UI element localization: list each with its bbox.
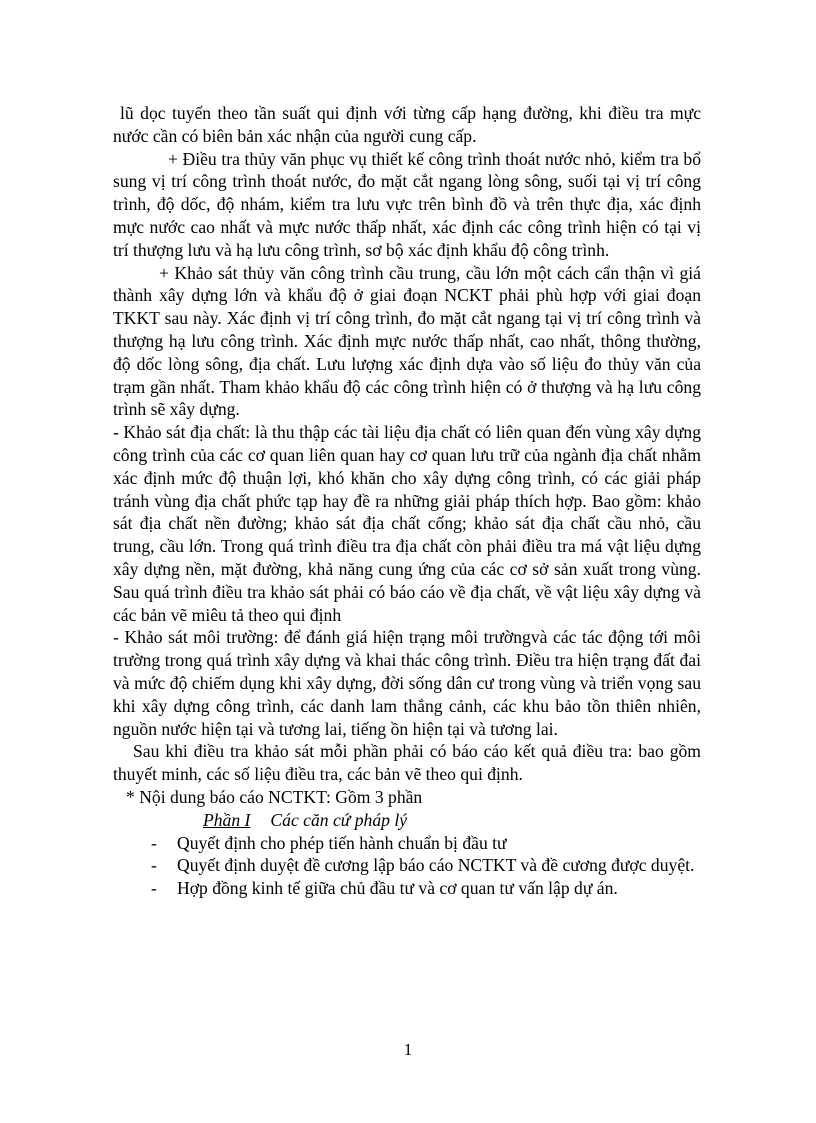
list-item-text: Hợp đồng kinh tế giữa chủ đầu tư và cơ quan tư vấn lập dự án.	[177, 878, 618, 899]
paragraph-hydrology-bridges: + Khảo sát thủy văn công trình cầu trung, cầu lớn một cách cẩn thận vì giá thành xây dựng lớn và khẩu độ ở giai đoạn NCKT phải phù hợp với giai đoạn TKKT sau này. Xác định vị trí công trình, đo mặt cắt ngang tại vị trí công trình và thượng hạ lưu công trình. Xác định mực nước thấp nhất, cao nhất, thông thường, độ dốc lòng sông, địa chất. Lưu lượng xác định dựa vào số liệu đo thủy văn của trạm gần nhất. Tham khảo khẩu độ các công trình hiện có ở thượng và hạ lưu công trình sẽ xây dựng.	[113, 262, 701, 420]
bullet-marker: -	[151, 878, 157, 899]
bullet-marker: -	[151, 832, 157, 853]
list-item	[113, 854, 701, 877]
list-item-text: Quyết định duyệt đề cương lập báo cáo NCTKT và đề cương được duyệt.	[177, 855, 695, 876]
paragraph-report-contents: * Nội dung báo cáo NCTKT: Gồm 3 phần	[126, 786, 423, 807]
section-label: Phần I	[203, 809, 251, 830]
section-title: Các căn cứ pháp lý	[270, 809, 408, 830]
paragraph-environment-survey: - Khảo sát môi trường: để đánh giá hiện trạng môi trườngvà các tác động tới môi trường trong quá trình xây dựng và khai thác công trình. Điều tra hiện trạng đất đai và mức độ chiếm dụng khi xây dựng, đời sống dân cư trong vùng và triển vọng sau khi xây dựng công trình, các danh lam thắng cảnh, các khu bảo tồn thiên nhiên, nguồn nước hiện tại và tương lai, tiếng ồn hiện tại và tương lai.	[113, 627, 701, 739]
legal-basis-list	[113, 832, 701, 900]
paragraph-flood-survey: lũ dọc tuyến theo tần suất qui định với từng cấp hạng đường, khi điều tra mực nước cần có biên bản xác nhận của người cung cấp.	[113, 103, 701, 146]
list-item	[113, 832, 701, 855]
page-number: 1	[403, 1040, 413, 1059]
bullet-marker: -	[151, 855, 157, 876]
paragraph-geology-survey: - Khảo sát địa chất: là thu thập các tài liệu địa chất có liên quan đến vùng xây dựng công trình của các cơ quan liên quan hay cơ quan lưu trữ của ngành địa chất nhằm xác định mức độ thuận lợi, khó khăn cho xây dựng công trình, có các giải pháp tránh vùng địa chất phức tạp hay đề ra những giải pháp thích hợp. Bao gồm: khảo sát địa chất nền đường; khảo sát địa chất cống; khảo sát địa chất cầu nhỏ, cầu trung, cầu lớn. Trong quá trình điều tra địa chất còn phải điều tra má vật liệu dựng xây dựng nền, mặt đường, khả năng cung ứng của các cơ sở sản xuất trong vùng. Sau quá trình điều tra khảo sát phải có báo cáo về địa chất, về vật liệu xây dựng và các bản vẽ miêu tả theo qui định	[113, 422, 701, 625]
list-item-text: Quyết định cho phép tiến hành chuẩn bị đầu tư	[177, 832, 507, 853]
list-item	[113, 877, 701, 900]
document-body	[113, 102, 701, 900]
paragraph-hydrology-small-works: + Điều tra thủy văn phục vụ thiết kế công trình thoát nước nhỏ, kiểm tra bổ sung vị trí công trình thoát nước, đo mặt cắt ngang lòng sông, suối tại vị trí công trình, độ dốc, độ nhám, kiểm tra lưu vực trên bình đồ và trên thực địa, xác định mực nước cao nhất và mực nước thấp nhất, xác định các công trình hiện có tại vị trí thượng lưu và hạ lưu công trình, sơ bộ xác định khẩu độ công trình.	[113, 148, 701, 260]
paragraph-survey-report: Sau khi điều tra khảo sát mỗi phần phải có báo cáo kết quả điều tra: bao gồm thuyết minh, các số liệu điều tra, các bản vẽ theo qui định.	[113, 741, 701, 785]
section-heading	[113, 809, 701, 832]
